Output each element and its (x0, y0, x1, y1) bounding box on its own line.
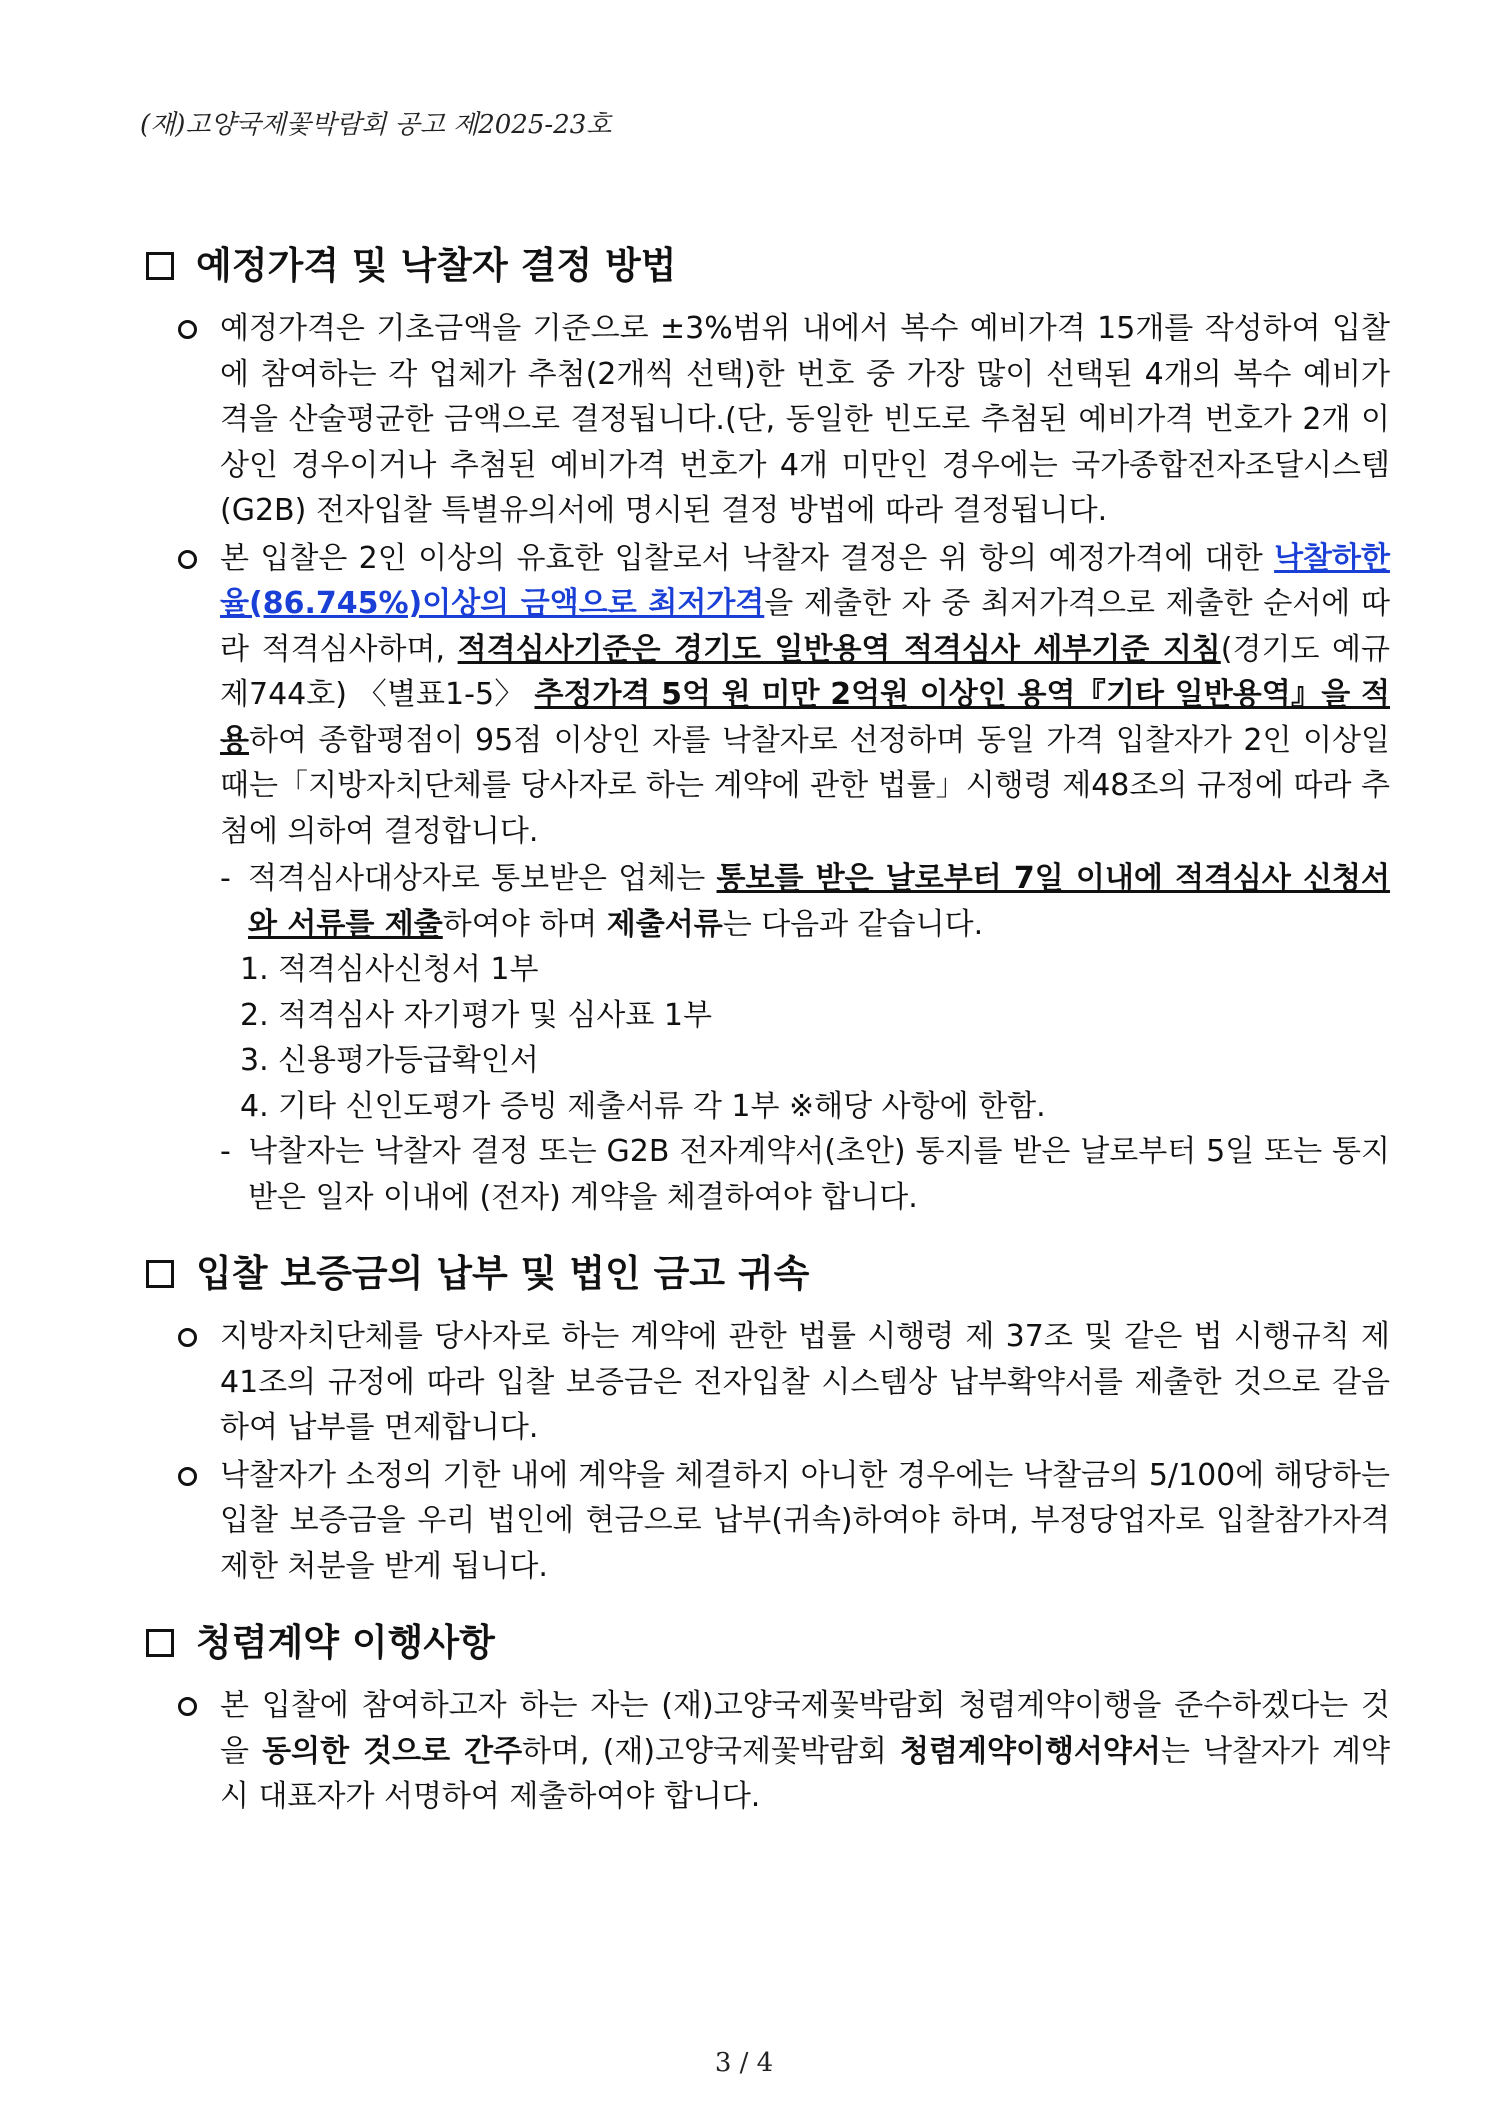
text-run: 적격심사대상자로 통보받은 업체는 (248, 861, 717, 896)
section-title-text: 입찰 보증금의 납부 및 법인 금고 귀속 (196, 1252, 810, 1295)
pledge-highlight: 청렴계약이행서약서 (900, 1733, 1161, 1769)
list-item (140, 993, 1390, 1039)
section-title-text: 예정가격 및 낙찰자 결정 방법 (196, 244, 677, 287)
circle-bullet-icon (178, 1697, 197, 1716)
dash-item (140, 1129, 1390, 1220)
text-run: 하여 종합평점이 95점 이상인 자를 낙찰자로 선정하며 동일 가격 입찰자가 2인 이상일 때는「지방자치단체를 당사자로 하는 계약에 관한 법률」시행령 제48조의 규정에 따라 추첨에 의하여 결정합니다. (220, 722, 1390, 849)
text-run: 하며, (재)고양국제꽃박람회 (522, 1733, 901, 1769)
list-item (140, 1038, 1390, 1084)
text-run: 낙찰자는 낙찰자 결정 또는 G2B 전자계약서(초안) 통지를 받은 날로부터 5일 또는 통지받은 일자 이내에 (전자) 계약을 체결하여야 합니다. (248, 1134, 1390, 1215)
section-bid-deposit (140, 1248, 1390, 1589)
text-run: 본 입찰에 참여하고자 하는 자는 (재)고양국제꽃박람회 청렴계약이행을 준수하겠다는 것을 (220, 1688, 1390, 1769)
list-number: 4. (240, 1088, 269, 1124)
paragraph-text: 지방자치단체를 당사자로 하는 계약에 관한 법률 시행령 제 37조 및 같은 법 시행규칙 제 41조의 규정에 따라 입찰 보증금은 전자입찰 시스템상 납부확약서를 제출한 것으로 갈음하여 납부를 면제합니다. (220, 1319, 1390, 1445)
square-bullet-icon (146, 1260, 174, 1288)
text-run: 본 입찰은 2인 이상의 유효한 입찰로서 낙찰자 결정은 위 항의 예정가격에 대한 (220, 540, 1275, 576)
list-number: 3. (240, 1043, 269, 1078)
paragraph (140, 306, 1390, 534)
criteria-highlight: 적격심사기준은 경기도 일반용역 적격심사 세부기준 지침 (457, 631, 1221, 667)
square-bullet-icon (146, 252, 174, 280)
list-text: 신용평가등급확인서 (278, 1043, 539, 1078)
square-bullet-icon (146, 1629, 174, 1657)
dash-mark: - (220, 1134, 231, 1169)
page-number: 3 / 4 (714, 2048, 774, 2078)
text-run: (경기도 예규 제744호) 〈별표1-5〉 (220, 631, 1391, 712)
document-body (140, 240, 1390, 1848)
section-title-text: 청렴계약 이행사항 (196, 1621, 495, 1664)
list-text: 적격심사신청서 1부 (278, 952, 539, 987)
list-number: 1. (240, 952, 269, 987)
documents-highlight: 제출서류 (606, 906, 723, 942)
list-text: 적격심사 자기평가 및 심사표 1부 (278, 997, 712, 1033)
list-item (140, 1084, 1390, 1130)
paragraph (140, 1314, 1390, 1451)
section-price-determination (140, 240, 1390, 1220)
consent-highlight: 동의한 것으로 간주 (262, 1733, 523, 1769)
circle-bullet-icon (178, 320, 197, 339)
dash-mark: - (220, 861, 231, 896)
min-bid-rate-highlight: 낙찰하한율(86.745%)이상의 금액으로 최저가격 (220, 540, 1390, 621)
text-run: 하여야 하며 (442, 906, 607, 942)
paragraph (140, 1683, 1390, 1820)
paragraph (140, 1453, 1390, 1590)
circle-bullet-icon (178, 550, 197, 569)
service-type-highlight: 추정가격 5억 원 미만 2억원 이상인 용역『기타 일반용역』을 적용 (220, 677, 1390, 758)
section-title (140, 1248, 1390, 1300)
list-text: 기타 신인도평가 증빙 제출서류 각 1부 ※해당 사항에 한함. (278, 1088, 1046, 1124)
section-title (140, 240, 1390, 292)
section-integrity-contract (140, 1617, 1390, 1820)
section-title (140, 1617, 1390, 1669)
text-run: 는 낙찰자가 계약 시 대표자가 서명하여 제출하여야 합니다. (220, 1733, 1390, 1814)
text-run: 을 제출한 자 중 최저가격으로 제출한 순서에 따라 적격심사하며, (220, 586, 1390, 667)
paragraph (140, 536, 1390, 855)
circle-bullet-icon (178, 1328, 197, 1347)
dash-item (140, 856, 1390, 947)
notice-number: (재)고양국제꽃박람회 공고 제2025-23호 (140, 110, 612, 140)
deadline-highlight: 통보를 받은 날로부터 7일 이내에 적격심사 신청서와 서류를 제출 (248, 861, 1391, 942)
list-number: 2. (240, 997, 269, 1033)
circle-bullet-icon (178, 1467, 197, 1486)
text-run: 는 다음과 같습니다. (722, 906, 984, 942)
paragraph-text: 낙찰자가 소정의 기한 내에 계약을 체결하지 아니한 경우에는 낙찰금의 5/100에 해당하는 입찰 보증금을 우리 법인에 현금으로 납부(귀속)하여야 하며, 부정당업자로 입찰참가자격 제한 처분을 받게 됩니다. (220, 1457, 1390, 1584)
paragraph-text: 예정가격은 기초금액을 기준으로 ±3%범위 내에서 복수 예비가격 15개를 작성하여 입찰에 참여하는 각 업체가 추첨(2개씩 선택)한 번호 중 가장 많이 선택된 4개의 복수 예비가격을 산술평균한 금액으로 결정됩니다.(단, 동일한 빈도로 추첨된 예비가격 번호가 2개 이상인 경우이거나 추첨된 예비가격 번호가 4개 미만인 경우에는 국가종합전자조달시스템(G2B) 전자입찰 특별유의서에 명시된 결정 방법에 따라 결정됩니다. (220, 311, 1390, 528)
list-item (140, 947, 1390, 993)
